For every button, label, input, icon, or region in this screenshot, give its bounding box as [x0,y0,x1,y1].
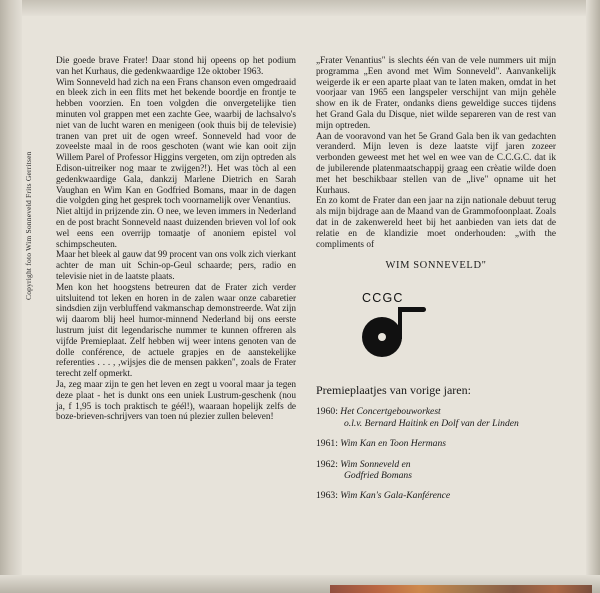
premie-title-text: Het Concertgebouworkest [340,406,441,418]
paper-edge-top [0,0,600,16]
premie-year: 1962: [316,458,338,470]
premie-year: 1960: [316,406,338,418]
premie-subtitle: o.l.v. Bernard Haitink en Dolf van der Linden [344,417,519,429]
bottom-color-strip [330,585,592,593]
paragraph: „Frater Venantius" is slechts één van de vele nummers uit mijn programma „Een avond met Wim Sonneveld". Aanvankelijk weigerde ik er een aparte plaat van te laten maken, omdat in het voorjaar van 1965 een langspeler verschijnt van mijn gehèle show en ik de Frater, ondanks diens geweldige succes tijdens het Grand Gala du Disque, niet wilde separeren van de rest van mijn optreden. [316,56,556,131]
ccgc-logo [362,291,472,361]
premie-year: 1963: [316,490,338,502]
premieplaten-title: Premieplaatjes van vorige jaren: [316,383,471,398]
text-columns [56,56,556,511]
signature: WIM SONNEVELD" [385,260,487,272]
premie-subtitle: Godfried Bomans [344,469,412,481]
premie-year: 1961: [316,438,338,450]
paragraph: Maar het bleek al gauw dat 99 procent van ons volk zich vierkant achter de man uit Schin-op-Geul schaarde; pers, radio en televisie niet in de laatste plaats. [56,250,296,282]
copyright-credit: Copyright foto Wim Sonneveld Frits Gerritsen [24,151,33,300]
paragraph: Niet altijd in prijzende zin. O nee, we leven immers in Nederland en de post bracht Sonneveld naast duizenden brieven vol lof ook wel eens een overrijp tomaatje of anoniem epistel vol schimpscheuten. [56,207,296,250]
premie-title-text: Wim Kan en Toon Hermans [340,438,446,450]
paragraph: Men kon het hoogstens betreuren dat de Frater zich verder uitsluitend tot leken en horen in de zalen waar onze cabaretier sindsdien zijn verbluffend vakmanschap demonstreerde. Wat zijn wij daarom blij heel humor-minnend Nederland bij ons eerste lustrum juist dit legendarische nummer te kunnen offreren als vijfde Premieplaat. Zelf hebben wij weer intens genoten van de dolle conférence, de actuele grapjes en de aanstekelijke referenties . . . , ,wijsjes die de mensen pakken", zoals de Frater terecht zelf opmerkt. [56,282,296,380]
paragraph: Aan de vooravond van het 5e Grand Gala ben ik van gedachten veranderd. Mijn leven is deze laatste vijf jaren zozeer verbonden geweest met het wel en wee van de C.C.G.C. dat ik de jubilerende platenmaatschappij graag een crèatie wilde doen met het beschikbaar stellen van de „live" opname uit het Kurhaus. [316,131,556,196]
music-note-icon [362,307,458,361]
list-item [316,490,556,501]
list-item [316,406,556,429]
premie-title-text: Wim Kan's Gala-Kanférence [340,490,451,502]
paragraph: Die goede brave Frater! Daar stond hij opeens op het podium van het Kurhaus, die gedenkwaardige 12e oktober 1963. [56,56,296,77]
list-item [316,459,556,482]
paragraph: Wim Sonneveld had zich na een Frans chanson even omgedraaid en bleek zich in een flits met het bekende boordje en frontje te hebben voorzien. En toen volgden die onvergetelijke tien minuten vol grappen met een zachte Gee, waarbij de lachsalvo's niet van de lucht waren en menigeen (ook thuis bij de televisie) tranen van pret uit de ogen wreef. Sonneveld had voor de zoveelste maal in de roos geschoten (want wie kan ooit zijn Willem Parel of Professor Higgins vergeten, om zijn optreden als Edison-uitreiker nog maar te zwijgen?!). Het was tòch al een gedenkwaardige Gala, dankzij Marlene Dietrich en Sarah Vaughan en Wim Kan en Godfried Bomans, maar in de dagen die volgden ging het gesprek toch voornamelijk over Venantius. [56,77,296,207]
right-column [316,56,556,511]
list-item [316,438,556,449]
premie-title-text: Wim Sonneveld en [340,458,411,470]
paragraph: En zo komt de Frater dan een jaar na zijn nationale debuut terug als mijn bijdrage aan de Maand van de Grammofoonplaat. Zoals dat in de zakenwereld heet bij het aanbieden van iets dat de relatie en de klandizie moet onderhouden: „with the compliments of [316,196,556,250]
premieplaten-list [316,406,556,501]
paper-edge-right [586,0,600,593]
paragraph: Ja, zeg maar zijn te gen het leven en zegt u vooral maar ja tegen deze plaat - het is dunkt ons een uniek Lustrum-geschenk (nou ja, f 1,95 is toch praktisch te géél!), waaraan hopelijk zelfs de boze-brieven-schrijvers van toen nú plezier zullen beleven! [56,379,296,423]
left-column [56,56,296,511]
ccgc-label: CCGC [362,291,404,306]
paper-edge-left [0,0,22,593]
